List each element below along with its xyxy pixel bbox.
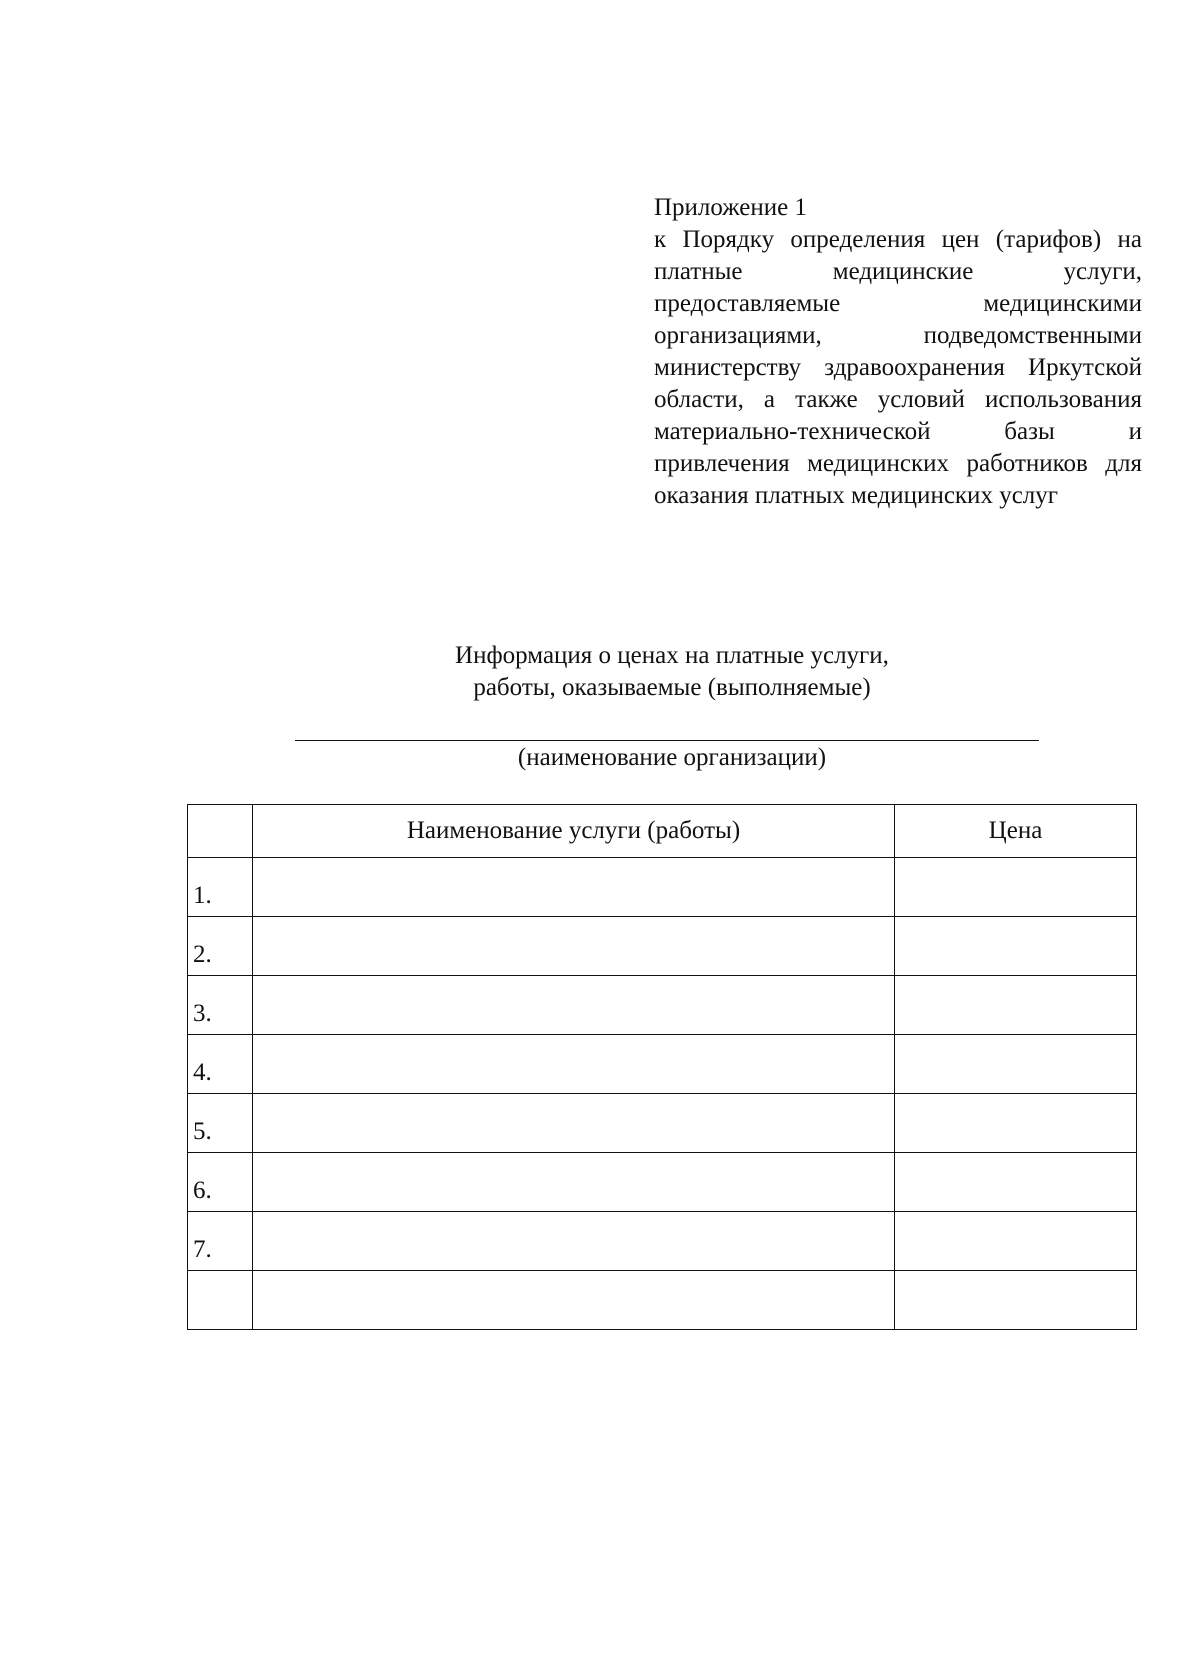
price-table — [187, 804, 1137, 1330]
row-price — [895, 917, 1137, 976]
row-price — [895, 858, 1137, 917]
row-price — [895, 976, 1137, 1035]
heading-line-1: Информация о ценах на платные услуги, — [455, 642, 889, 669]
table-row — [188, 917, 1137, 976]
table-row — [188, 1271, 1137, 1330]
row-service-name — [253, 1094, 895, 1153]
row-service-name — [253, 1212, 895, 1271]
document-heading — [300, 640, 1044, 704]
row-number — [188, 1271, 253, 1330]
table-row — [188, 1094, 1137, 1153]
appendix-block — [654, 192, 1142, 512]
appendix-body: к Порядку определения цен (тарифов) на платные медицинские услуги, предоставляемые медицинскими организациями, подведомственными министерству здравоохранения Иркутской области, а также условий использования материально-технической базы и привлечения медицинских работников для оказания платных медицинских услуг — [654, 226, 1142, 509]
row-service-name — [253, 1271, 895, 1330]
appendix-title: Приложение 1 — [654, 194, 807, 221]
table-row — [188, 1153, 1137, 1212]
table-row — [188, 1212, 1137, 1271]
header-number — [188, 805, 253, 858]
organization-name-line — [295, 740, 1039, 741]
row-number: 4. — [188, 1035, 253, 1094]
row-service-name — [253, 858, 895, 917]
row-service-name — [253, 1035, 895, 1094]
row-price — [895, 1094, 1137, 1153]
table-row — [188, 976, 1137, 1035]
row-price — [895, 1271, 1137, 1330]
table-row — [188, 858, 1137, 917]
table-row — [188, 1035, 1137, 1094]
row-service-name — [253, 976, 895, 1035]
row-number: 2. — [188, 917, 253, 976]
header-service-name: Наименование услуги (работы) — [253, 805, 895, 858]
header-price: Цена — [895, 805, 1137, 858]
heading-line-2: работы, оказываемые (выполняемые) — [473, 674, 871, 701]
row-service-name — [253, 917, 895, 976]
row-price — [895, 1153, 1137, 1212]
row-number: 6. — [188, 1153, 253, 1212]
row-price — [895, 1035, 1137, 1094]
row-number: 3. — [188, 976, 253, 1035]
table-header-row — [188, 805, 1137, 858]
row-number: 1. — [188, 858, 253, 917]
row-price — [895, 1212, 1137, 1271]
row-number: 5. — [188, 1094, 253, 1153]
row-number: 7. — [188, 1212, 253, 1271]
organization-caption: (наименование организации) — [517, 744, 827, 771]
row-service-name — [253, 1153, 895, 1212]
